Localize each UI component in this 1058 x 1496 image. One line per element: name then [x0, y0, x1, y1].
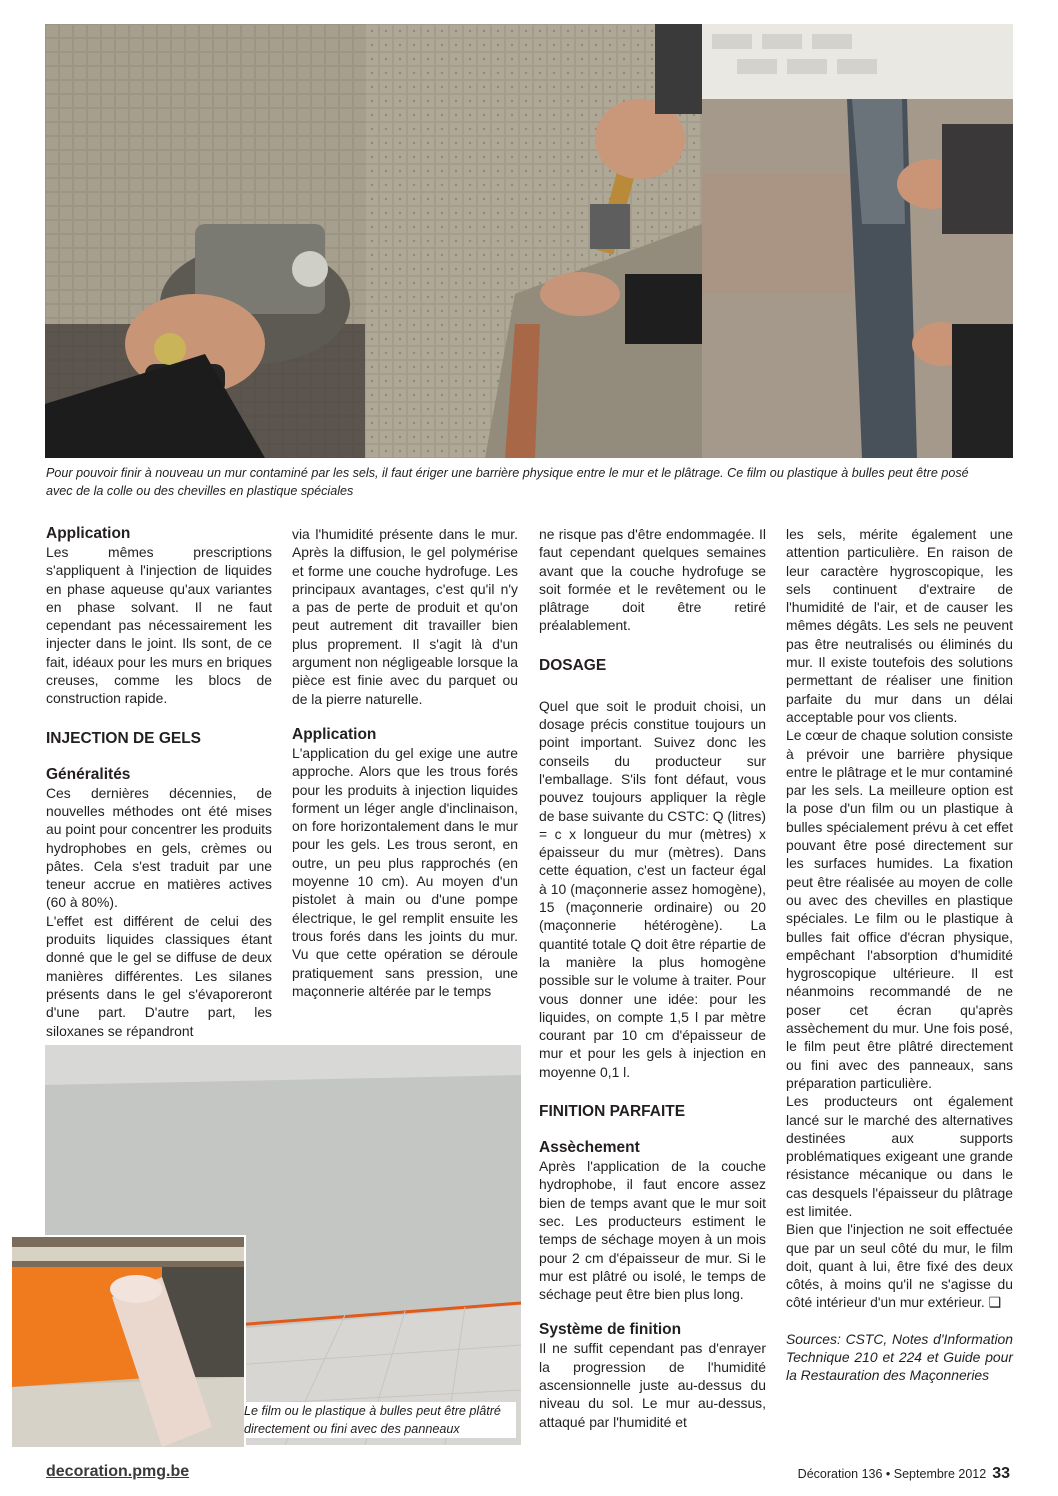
paragraph: via l'humidité présente dans le mur. Après la diffusion, le gel polymérise et forme une couche hydrofuge. Les principaux avantages, c'est qu'il n'y a pas de perte de produit et qu'on peut autrement dit travailler bien plus proprement. Il s'agit là d'un argument non négligeable lorsque la pièce est finie avec du parquet ou de la pierre naturelle. — [292, 526, 518, 707]
heading-assechement: Assèchement — [539, 1139, 640, 1157]
column-1 — [46, 525, 272, 1040]
heading-generalites: Généralités — [46, 765, 131, 783]
issue-label: Décoration 136 • Septembre 2012 — [797, 1467, 987, 1481]
paragraph: Quel que soit le produit choisi, un dosage précis constitue toujours un point important. Suivez donc les conseils du producteur sur l'emballage. S'ils font défaut, vous pouvez toujours appliquer la règle de base suivante du CSTC: Q (litres) = c x longueur du mur (mètres) x épaisseur du mur (mètres). Dans cette équation, c'est un facteur égal à 10 (maçonnerie assez homogène), 15 (maçonnerie ordinaire) ou 20 (maçonnerie hétérogène). La quantité totale Q doit être répartie de la manière la plus homogène possible sur le volume à traiter. Pour vous donner une idée: pour les liquides, on compte 1,5 l par mètre courant par 10 cm d'épaisseur de mur et pour les gels à injection en moyenne 0,1 l. — [539, 697, 766, 1080]
top-photo-hammer — [365, 24, 702, 458]
column-3 — [539, 525, 766, 1431]
paragraph: Ces dernières décennies, de nouvelles méthodes ont été mises au point pour concentrer les produits hydrophobes en gels, crèmes ou pâtes. Cela s'est traduit par une teneur accrue en matières actives (60 à 80%). — [46, 784, 272, 911]
top-photo-drilling — [45, 24, 365, 458]
paragraph: Le cœur de chaque solution consiste à prévoir une barrière physique entre le plâtrage et le mur contaminé par les sels. La meilleure option est la pose d'un film ou un plastique à bulles spécialement prévu à cet effet pouvant être posé directement sur les surfaces humides. La fixation peut être réalisée au moyen de colle ou avec des chevilles en plastique spéciales. Le film ou le plastique à bulles fait office d'écran physique, empêchant l'absorption d'humidité hygroscopique ultérieure. Il est néanmoins recommandé de ne poser cet écran qu'après assèchement du mur. Une fois posé, le film peut être plâtré directement ou fini avec des panneaux, sans préparation particulière. — [786, 727, 1014, 1091]
heading-dosage: DOSAGE — [539, 656, 607, 674]
top-photo-caption: Pour pouvoir finir à nouveau un mur contaminé par les sels, il faut ériger une barrière physique entre le mur et le plâtrage. Ce film ou plastique à bulles peut être posé avec de la colle ou des chevilles en plastique spéciales — [46, 466, 969, 498]
heading-injection-de-gels: INJECTION DE GELS — [46, 729, 202, 747]
page-number: 33 — [992, 1465, 1010, 1482]
footer-website-link[interactable]: decoration.pmg.be — [46, 1463, 190, 1480]
paragraph: Les mêmes prescriptions s'appliquent à l'injection de liquides en phase aqueuse qu'aux variantes en phase solvant. Il ne faut cependant pas nécessairement les injecter dans le joint. Ils sont, de ce fait, idéaux pour les murs en briques creuses, comme les blocs de construction rapide. — [46, 544, 272, 707]
paragraph: Il ne suffit cependant pas d'enrayer la progression de l'humidité ascensionnelle juste au-dessus du niveau du sol. Le mur au-dessus, attaqué par l'humidité et — [539, 1340, 766, 1430]
column-2 — [292, 525, 518, 1000]
top-photo-membrane — [702, 24, 1013, 458]
bottom-photo-caption: Le film ou le plastique à bulles peut être plâtré directement ou fini avec des panneaux — [244, 1402, 516, 1438]
paragraph: Les producteurs ont également lancé sur le marché des alternatives destinées aux supports problématiques exigeant une grande résistance mécanique ou dans le cas desquels l'épaisseur du plâtrage est limitée. — [786, 1093, 1013, 1219]
heading-application: Application — [292, 725, 377, 743]
heading-finition-parfaite: FINITION PARFAITE — [539, 1103, 686, 1121]
paragraph: L'application du gel exige une autre approche. Alors que les trous forés pour les produits à injection liquides forment un léger angle d'inclinaison, on fore horizontalement dans le mur pour les gels. Les trous seront, en outre, un peu plus rapprochés (en moyenne 10 cm). Au moyen d'un pistolet à main ou d'une pompe électrique, le gel remplit ensuite les trous forés dans les joints du mur. Vu que cette opération se déroule pratiquement sans pression, une maçonnerie altérée par le temps — [292, 744, 518, 999]
paragraph: les sels, mérite également une attention particulière. En raison de leur caractère hygroscopique, les sels continuent d'extraire de l'humidité de l'air, et de causer les mêmes dégâts. Les sels ne peuvent pas être neutralisés ou éliminés du mur. Il existe toutefois des solutions permettant de réaliser une finition parfaite du mur dans un délai acceptable pour vos clients. — [786, 526, 1013, 725]
paragraph: Après l'application de la couche hydrophobe, il faut encore assez bien de temps avant que le mur soit sec. Les producteurs estiment le temps de séchage moyen à un mois pour 2 cm d'épaisseur de mur. Si le mur est plâtré ou isolé, le temps de séchage peut être bien plus long. — [539, 1158, 766, 1303]
column-4 — [786, 525, 1013, 1385]
paragraph: Bien que l'injection ne soit effectuée que par un seul côté du mur, le film doit, quant à lui, être fixé des deux côtés, à moins qu'il ne s'agisse du côté intérieur d'un mur extérieur. ❑ — [786, 1221, 1013, 1311]
inset-photo-orange-membrane — [10, 1235, 246, 1449]
footer-issue-info — [798, 1465, 1010, 1483]
heading-systeme-de-finition: Système de finition — [539, 1321, 682, 1339]
heading-application: Application — [46, 525, 131, 542]
paragraph: L'effet est différent de celui des produits liquides classiques étant donné que le gel se diffuse de deux manières différentes. Les silanes présents dans le gel s'évaporeront d'une part. D'autre part, les siloxanes se répandront — [46, 912, 272, 1039]
sources-note: Sources: CSTC, Notes d'Information Technique 210 et 224 et Guide pour la Restauration des Maçonneries — [786, 1330, 1013, 1384]
paragraph: ne risque pas d'être endommagée. Il faut cependant quelques semaines avant que la couche hydrofuge se soit formée et le revêtement ou le plâtrage doit être retiré préalablement. — [539, 526, 766, 634]
